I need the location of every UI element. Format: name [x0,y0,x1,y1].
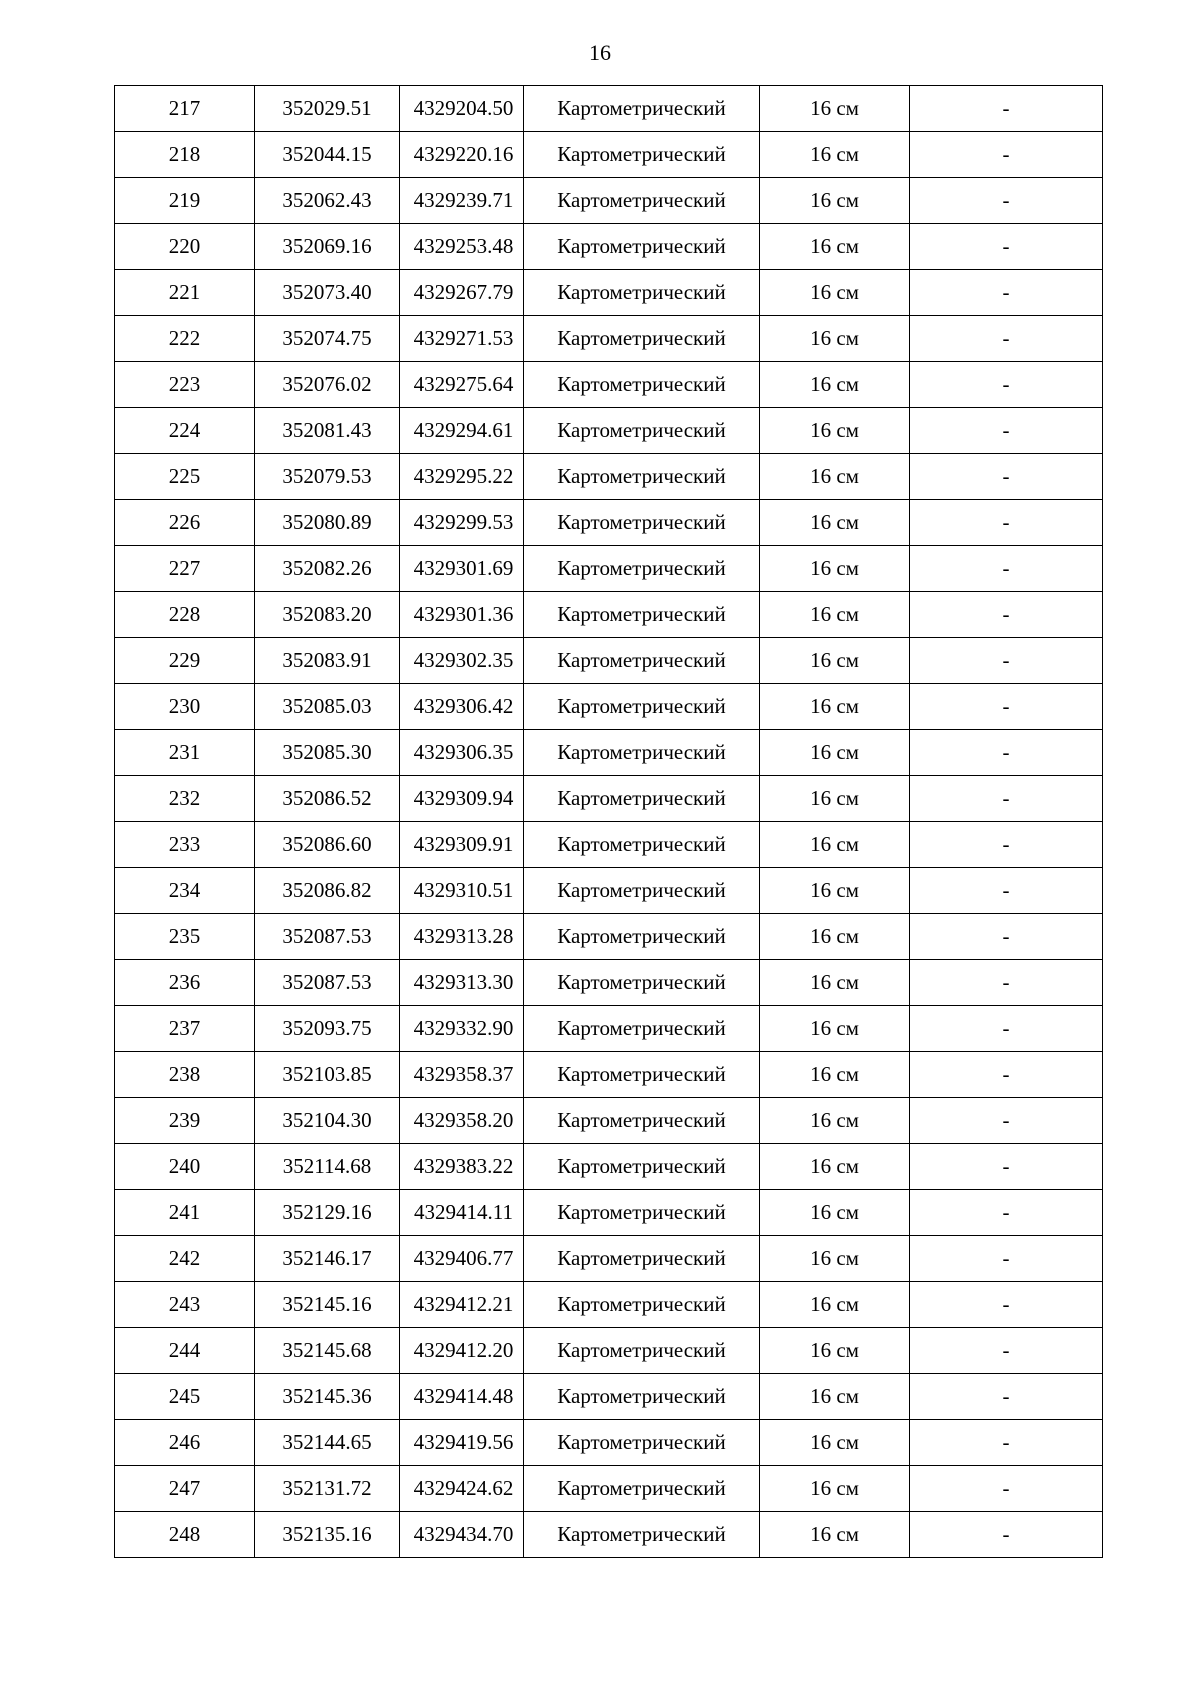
point-number-cell: 244 [115,1328,255,1374]
table-row [115,776,1103,822]
table-row [115,1006,1103,1052]
method-cell: Картометрический [524,1374,760,1420]
y-coordinate-cell: 4329299.53 [400,500,524,546]
x-coordinate-cell: 352087.53 [255,960,400,1006]
table-row [115,914,1103,960]
note-cell: - [910,316,1103,362]
point-number-cell: 217 [115,86,255,132]
point-number-cell: 237 [115,1006,255,1052]
y-coordinate-cell: 4329301.69 [400,546,524,592]
y-coordinate-cell: 4329412.20 [400,1328,524,1374]
table-row [115,592,1103,638]
point-number-cell: 233 [115,822,255,868]
point-number-cell: 227 [115,546,255,592]
x-coordinate-cell: 352129.16 [255,1190,400,1236]
accuracy-cell: 16 см [760,1282,910,1328]
table-row [115,454,1103,500]
method-cell: Картометрический [524,546,760,592]
method-cell: Картометрический [524,730,760,776]
coordinates-table-body [115,86,1103,1558]
y-coordinate-cell: 4329358.37 [400,1052,524,1098]
x-coordinate-cell: 352131.72 [255,1466,400,1512]
y-coordinate-cell: 4329204.50 [400,86,524,132]
note-cell: - [910,960,1103,1006]
x-coordinate-cell: 352085.30 [255,730,400,776]
note-cell: - [910,1052,1103,1098]
method-cell: Картометрический [524,868,760,914]
table-row [115,1052,1103,1098]
accuracy-cell: 16 см [760,1006,910,1052]
y-coordinate-cell: 4329414.11 [400,1190,524,1236]
y-coordinate-cell: 4329294.61 [400,408,524,454]
accuracy-cell: 16 см [760,868,910,914]
accuracy-cell: 16 см [760,132,910,178]
y-coordinate-cell: 4329419.56 [400,1420,524,1466]
point-number-cell: 222 [115,316,255,362]
accuracy-cell: 16 см [760,1098,910,1144]
y-coordinate-cell: 4329434.70 [400,1512,524,1558]
point-number-cell: 248 [115,1512,255,1558]
note-cell: - [910,1098,1103,1144]
x-coordinate-cell: 352082.26 [255,546,400,592]
note-cell: - [910,270,1103,316]
accuracy-cell: 16 см [760,362,910,408]
point-number-cell: 246 [115,1420,255,1466]
method-cell: Картометрический [524,1098,760,1144]
note-cell: - [910,1236,1103,1282]
method-cell: Картометрический [524,408,760,454]
method-cell: Картометрический [524,132,760,178]
x-coordinate-cell: 352145.16 [255,1282,400,1328]
method-cell: Картометрический [524,1052,760,1098]
y-coordinate-cell: 4329275.64 [400,362,524,408]
x-coordinate-cell: 352135.16 [255,1512,400,1558]
accuracy-cell: 16 см [760,546,910,592]
point-number-cell: 221 [115,270,255,316]
point-number-cell: 247 [115,1466,255,1512]
x-coordinate-cell: 352087.53 [255,914,400,960]
y-coordinate-cell: 4329302.35 [400,638,524,684]
x-coordinate-cell: 352062.43 [255,178,400,224]
x-coordinate-cell: 352093.75 [255,1006,400,1052]
table-row [115,1328,1103,1374]
table-row [115,546,1103,592]
table-row [115,224,1103,270]
point-number-cell: 238 [115,1052,255,1098]
method-cell: Картометрический [524,1190,760,1236]
x-coordinate-cell: 352145.36 [255,1374,400,1420]
point-number-cell: 223 [115,362,255,408]
point-number-cell: 234 [115,868,255,914]
table-row [115,1144,1103,1190]
accuracy-cell: 16 см [760,1190,910,1236]
y-coordinate-cell: 4329406.77 [400,1236,524,1282]
note-cell: - [910,822,1103,868]
method-cell: Картометрический [524,86,760,132]
method-cell: Картометрический [524,822,760,868]
table-row [115,362,1103,408]
note-cell: - [910,1144,1103,1190]
note-cell: - [910,1512,1103,1558]
method-cell: Картометрический [524,500,760,546]
method-cell: Картометрический [524,1144,760,1190]
point-number-cell: 239 [115,1098,255,1144]
method-cell: Картометрический [524,1236,760,1282]
x-coordinate-cell: 352069.16 [255,224,400,270]
x-coordinate-cell: 352079.53 [255,454,400,500]
point-number-cell: 242 [115,1236,255,1282]
point-number-cell: 220 [115,224,255,270]
x-coordinate-cell: 352083.91 [255,638,400,684]
table-row [115,1466,1103,1512]
method-cell: Картометрический [524,914,760,960]
point-number-cell: 241 [115,1190,255,1236]
x-coordinate-cell: 352029.51 [255,86,400,132]
method-cell: Картометрический [524,1328,760,1374]
note-cell: - [910,546,1103,592]
y-coordinate-cell: 4329271.53 [400,316,524,362]
x-coordinate-cell: 352044.15 [255,132,400,178]
method-cell: Картометрический [524,638,760,684]
note-cell: - [910,362,1103,408]
point-number-cell: 219 [115,178,255,224]
table-row [115,730,1103,776]
table-row [115,868,1103,914]
x-coordinate-cell: 352074.75 [255,316,400,362]
y-coordinate-cell: 4329220.16 [400,132,524,178]
table-row [115,1420,1103,1466]
point-number-cell: 230 [115,684,255,730]
accuracy-cell: 16 см [760,1466,910,1512]
page-number: 16 [589,40,611,65]
y-coordinate-cell: 4329332.90 [400,1006,524,1052]
accuracy-cell: 16 см [760,1236,910,1282]
method-cell: Картометрический [524,1512,760,1558]
table-row [115,1374,1103,1420]
note-cell: - [910,224,1103,270]
method-cell: Картометрический [524,1006,760,1052]
point-number-cell: 229 [115,638,255,684]
accuracy-cell: 16 см [760,960,910,1006]
table-row [115,638,1103,684]
table-row [115,408,1103,454]
table-row [115,1282,1103,1328]
x-coordinate-cell: 352086.82 [255,868,400,914]
y-coordinate-cell: 4329313.30 [400,960,524,1006]
method-cell: Картометрический [524,224,760,270]
y-coordinate-cell: 4329412.21 [400,1282,524,1328]
table-row [115,178,1103,224]
method-cell: Картометрический [524,316,760,362]
accuracy-cell: 16 см [760,178,910,224]
accuracy-cell: 16 см [760,1052,910,1098]
accuracy-cell: 16 см [760,1328,910,1374]
method-cell: Картометрический [524,592,760,638]
accuracy-cell: 16 см [760,684,910,730]
accuracy-cell: 16 см [760,86,910,132]
method-cell: Картометрический [524,270,760,316]
method-cell: Картометрический [524,1420,760,1466]
point-number-cell: 226 [115,500,255,546]
accuracy-cell: 16 см [760,730,910,776]
x-coordinate-cell: 352146.17 [255,1236,400,1282]
y-coordinate-cell: 4329358.20 [400,1098,524,1144]
note-cell: - [910,408,1103,454]
note-cell: - [910,86,1103,132]
y-coordinate-cell: 4329309.94 [400,776,524,822]
accuracy-cell: 16 см [760,822,910,868]
x-coordinate-cell: 352103.85 [255,1052,400,1098]
y-coordinate-cell: 4329301.36 [400,592,524,638]
point-number-cell: 236 [115,960,255,1006]
point-number-cell: 228 [115,592,255,638]
method-cell: Картометрический [524,178,760,224]
x-coordinate-cell: 352145.68 [255,1328,400,1374]
point-number-cell: 225 [115,454,255,500]
table-row [115,1098,1103,1144]
note-cell: - [910,914,1103,960]
y-coordinate-cell: 4329414.48 [400,1374,524,1420]
note-cell: - [910,1374,1103,1420]
table-row [115,132,1103,178]
note-cell: - [910,1420,1103,1466]
note-cell: - [910,132,1103,178]
note-cell: - [910,1466,1103,1512]
note-cell: - [910,1282,1103,1328]
x-coordinate-cell: 352086.60 [255,822,400,868]
y-coordinate-cell: 4329309.91 [400,822,524,868]
x-coordinate-cell: 352080.89 [255,500,400,546]
note-cell: - [910,592,1103,638]
accuracy-cell: 16 см [760,1512,910,1558]
note-cell: - [910,454,1103,500]
accuracy-cell: 16 см [760,500,910,546]
accuracy-cell: 16 см [760,638,910,684]
accuracy-cell: 16 см [760,914,910,960]
y-coordinate-cell: 4329313.28 [400,914,524,960]
accuracy-cell: 16 см [760,224,910,270]
point-number-cell: 231 [115,730,255,776]
note-cell: - [910,730,1103,776]
method-cell: Картометрический [524,684,760,730]
accuracy-cell: 16 см [760,408,910,454]
y-coordinate-cell: 4329239.71 [400,178,524,224]
y-coordinate-cell: 4329306.35 [400,730,524,776]
method-cell: Картометрический [524,776,760,822]
x-coordinate-cell: 352086.52 [255,776,400,822]
point-number-cell: 235 [115,914,255,960]
accuracy-cell: 16 см [760,1420,910,1466]
table-row [115,1190,1103,1236]
note-cell: - [910,500,1103,546]
x-coordinate-cell: 352083.20 [255,592,400,638]
y-coordinate-cell: 4329295.22 [400,454,524,500]
accuracy-cell: 16 см [760,454,910,500]
table-row [115,1236,1103,1282]
table-row [115,1512,1103,1558]
x-coordinate-cell: 352104.30 [255,1098,400,1144]
x-coordinate-cell: 352076.02 [255,362,400,408]
x-coordinate-cell: 352081.43 [255,408,400,454]
coordinates-table [114,85,1103,1558]
point-number-cell: 218 [115,132,255,178]
accuracy-cell: 16 см [760,592,910,638]
accuracy-cell: 16 см [760,1374,910,1420]
note-cell: - [910,638,1103,684]
point-number-cell: 243 [115,1282,255,1328]
method-cell: Картометрический [524,1282,760,1328]
table-row [115,500,1103,546]
y-coordinate-cell: 4329267.79 [400,270,524,316]
y-coordinate-cell: 4329424.62 [400,1466,524,1512]
point-number-cell: 245 [115,1374,255,1420]
note-cell: - [910,684,1103,730]
note-cell: - [910,1190,1103,1236]
method-cell: Картометрический [524,960,760,1006]
note-cell: - [910,1328,1103,1374]
point-number-cell: 232 [115,776,255,822]
y-coordinate-cell: 4329310.51 [400,868,524,914]
x-coordinate-cell: 352085.03 [255,684,400,730]
accuracy-cell: 16 см [760,270,910,316]
table-row [115,960,1103,1006]
note-cell: - [910,1006,1103,1052]
table-row [115,822,1103,868]
accuracy-cell: 16 см [760,1144,910,1190]
method-cell: Картометрический [524,1466,760,1512]
table-row [115,270,1103,316]
point-number-cell: 240 [115,1144,255,1190]
table-row [115,86,1103,132]
note-cell: - [910,178,1103,224]
y-coordinate-cell: 4329383.22 [400,1144,524,1190]
accuracy-cell: 16 см [760,316,910,362]
method-cell: Картометрический [524,362,760,408]
accuracy-cell: 16 см [760,776,910,822]
y-coordinate-cell: 4329253.48 [400,224,524,270]
table-row [115,684,1103,730]
x-coordinate-cell: 352144.65 [255,1420,400,1466]
method-cell: Картометрический [524,454,760,500]
note-cell: - [910,868,1103,914]
x-coordinate-cell: 352114.68 [255,1144,400,1190]
note-cell: - [910,776,1103,822]
point-number-cell: 224 [115,408,255,454]
table-row [115,316,1103,362]
x-coordinate-cell: 352073.40 [255,270,400,316]
y-coordinate-cell: 4329306.42 [400,684,524,730]
